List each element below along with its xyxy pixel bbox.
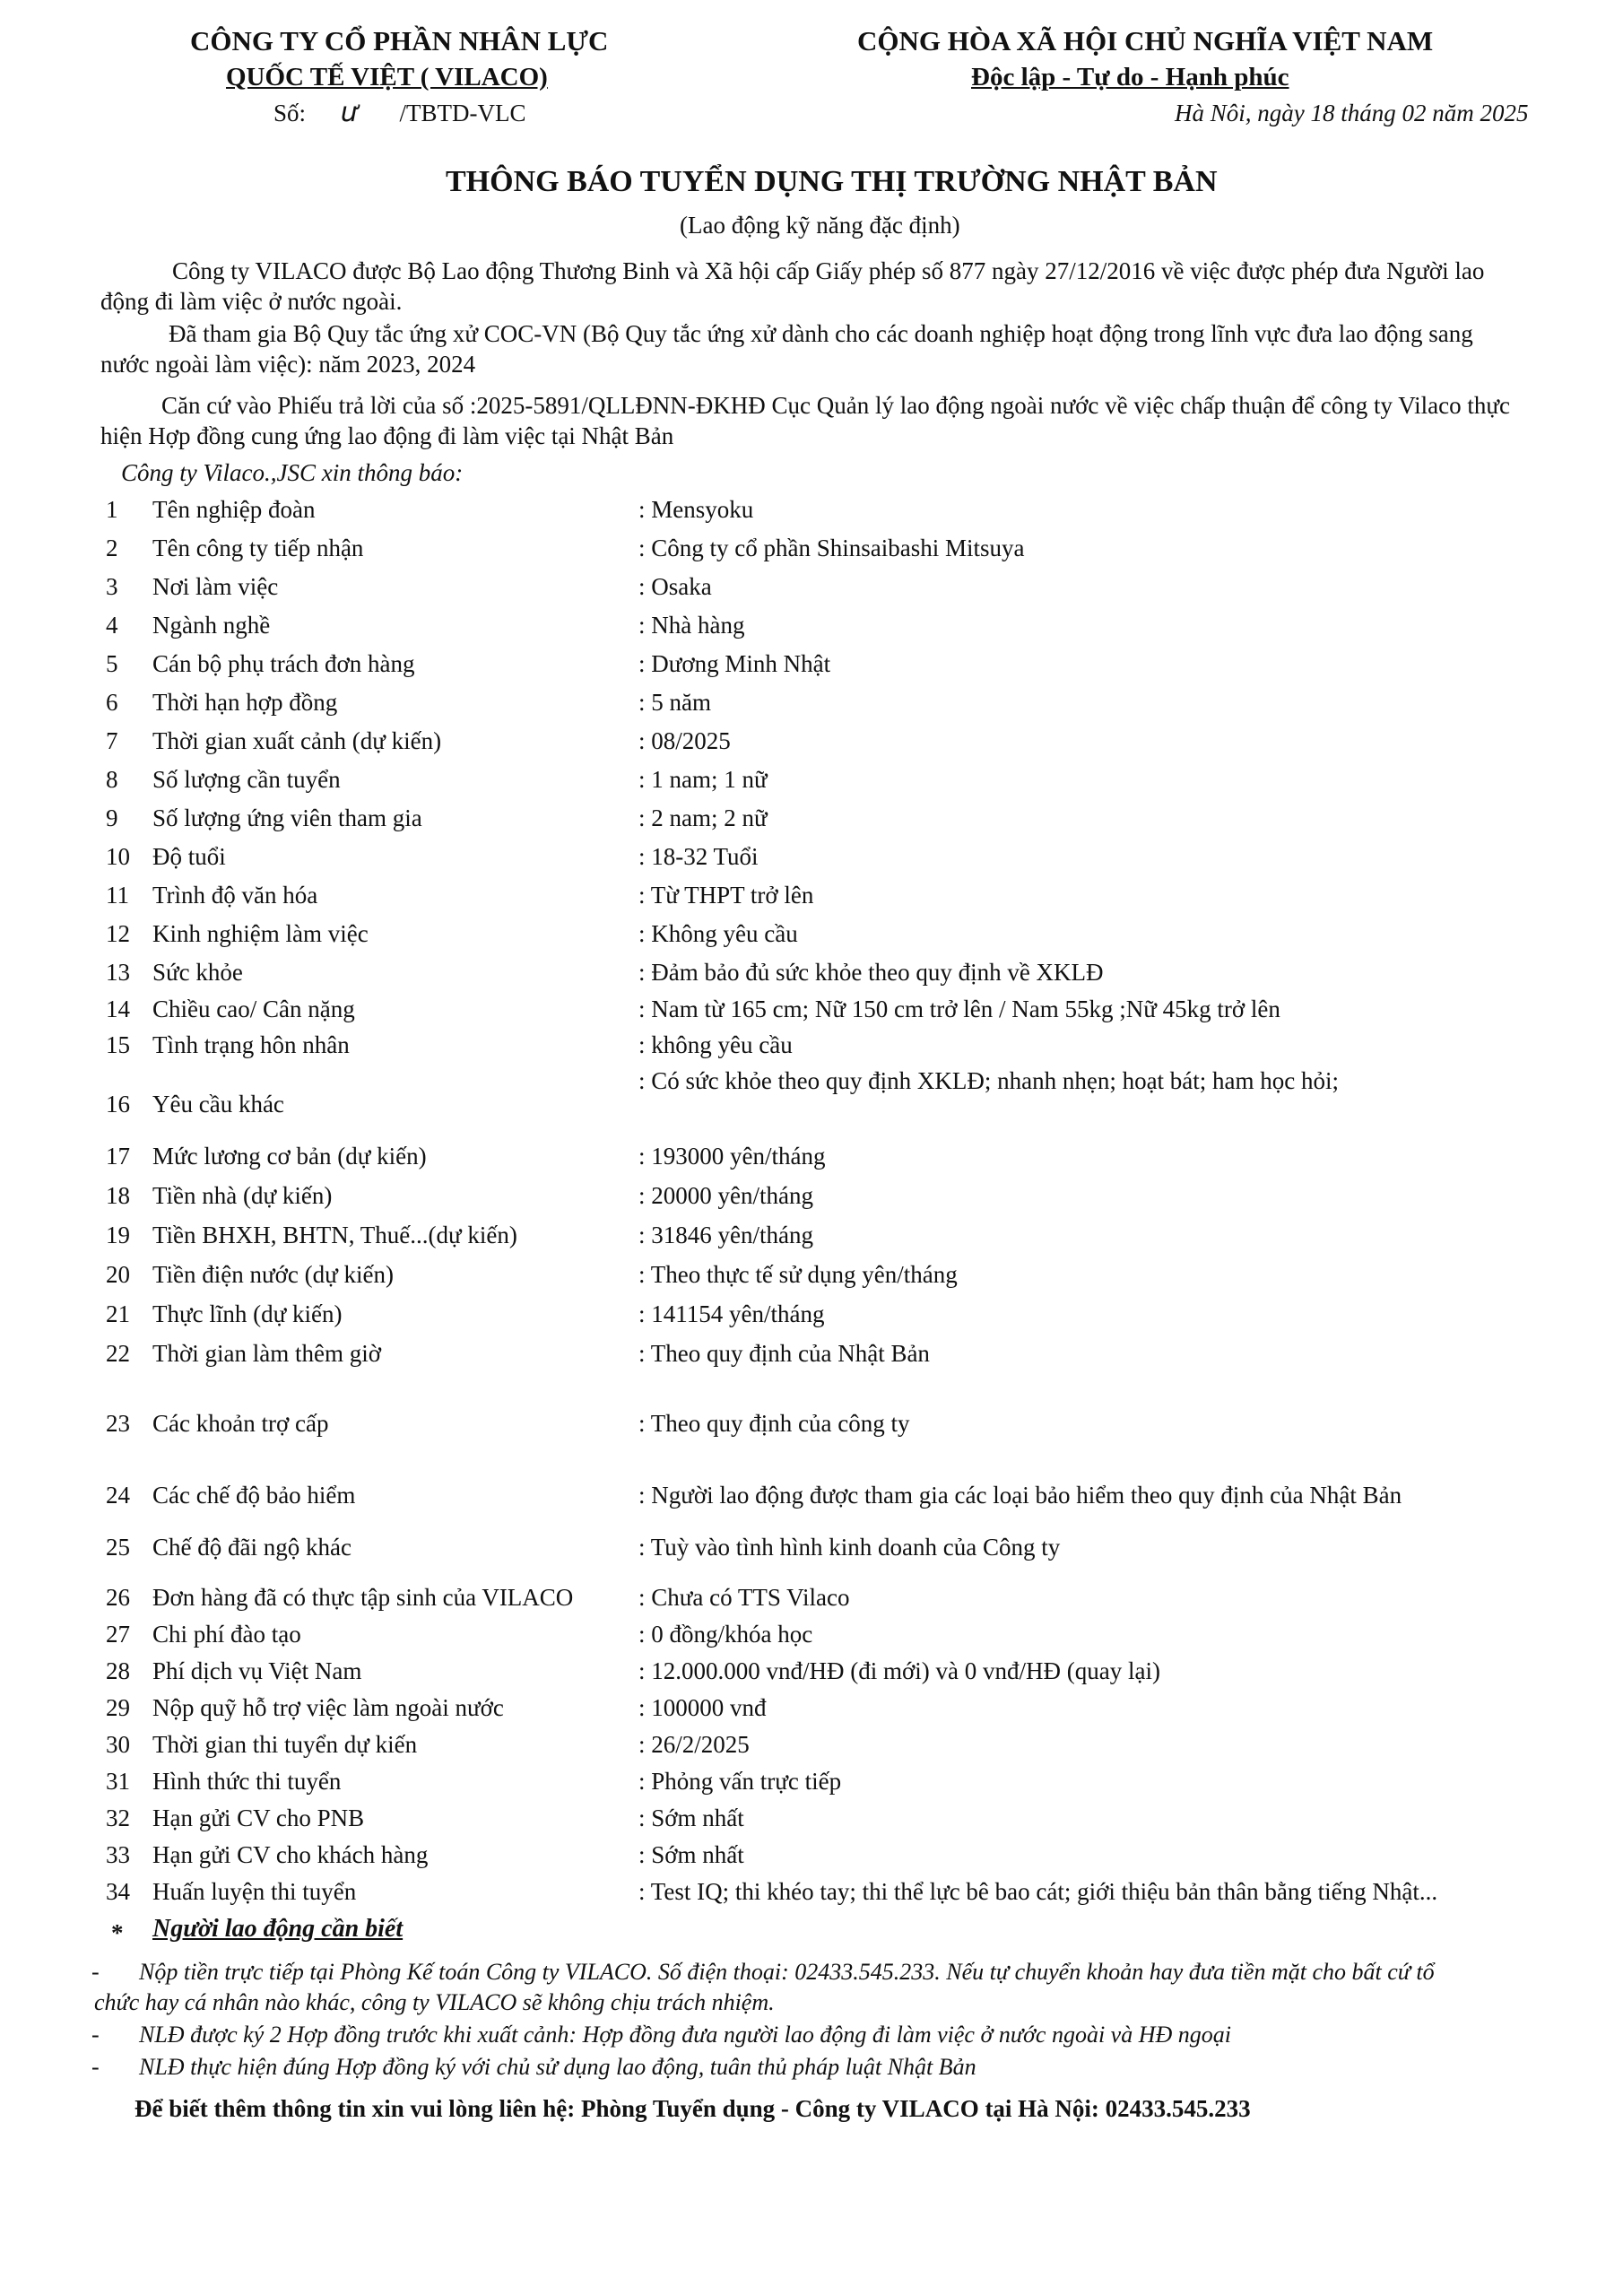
row-value: : Sớm nhất bbox=[638, 1841, 744, 1868]
row-number: 4 bbox=[106, 612, 118, 639]
row-value: : 193000 yên/tháng bbox=[638, 1143, 826, 1170]
row-label: Chi phí đào tạo bbox=[152, 1621, 301, 1648]
row-value: : 2 nam; 2 nữ bbox=[638, 804, 768, 831]
document-number bbox=[273, 97, 526, 129]
row-label: Thời gian làm thêm giờ bbox=[152, 1340, 382, 1367]
row-number: 8 bbox=[106, 766, 118, 793]
row-label: Huấn luyện thi tuyển bbox=[152, 1878, 357, 1905]
list-item bbox=[0, 1182, 1623, 1218]
list-item bbox=[0, 689, 1623, 725]
row-label: Cán bộ phụ trách đơn hàng bbox=[152, 650, 415, 677]
row-label: Chiều cao/ Cân nặng bbox=[152, 996, 355, 1022]
row-number: 14 bbox=[106, 996, 130, 1022]
row-label: Sức khỏe bbox=[152, 959, 243, 986]
row-label: Phí dịch vụ Việt Nam bbox=[152, 1657, 362, 1684]
row-label: Tên công ty tiếp nhận bbox=[152, 535, 364, 561]
row-label: Các khoản trợ cấp bbox=[152, 1410, 329, 1437]
notice-bullet-2: - bbox=[91, 2022, 100, 2048]
list-item bbox=[0, 1300, 1623, 1336]
row-label: Ngành nghề bbox=[152, 612, 271, 639]
row-value: : không yêu cầu bbox=[638, 1031, 793, 1058]
notice-bullet-3: - bbox=[91, 2054, 100, 2080]
row-value: : 31846 yên/tháng bbox=[638, 1222, 813, 1248]
list-item bbox=[0, 612, 1623, 648]
row-number: 25 bbox=[106, 1534, 130, 1561]
notice-bullet-1: - bbox=[91, 1959, 100, 1985]
row-value: : 26/2/2025 bbox=[638, 1731, 750, 1758]
document-date: Hà Nôi, ngày 18 tháng 02 năm 2025 bbox=[1175, 100, 1529, 126]
list-item bbox=[0, 1694, 1623, 1730]
list-item bbox=[0, 496, 1623, 532]
row-label: Mức lương cơ bản (dự kiến) bbox=[152, 1143, 427, 1170]
row-label: Đơn hàng đã có thực tập sinh của VILACO bbox=[152, 1584, 574, 1611]
list-item bbox=[0, 766, 1623, 802]
row-value: : 100000 vnđ bbox=[638, 1694, 767, 1721]
row-number: 28 bbox=[106, 1657, 130, 1684]
row-number: 16 bbox=[106, 1091, 130, 1118]
row-number: 33 bbox=[106, 1841, 130, 1868]
row-value: : Nam từ 165 cm; Nữ 150 cm trở lên / Nam 55kg ;Nữ 45kg trở lên bbox=[638, 996, 1280, 1022]
row-number: 19 bbox=[106, 1222, 130, 1248]
row-number: 21 bbox=[106, 1300, 130, 1327]
list-item bbox=[0, 1261, 1623, 1297]
row-label: Hạn gửi CV cho PNB bbox=[152, 1805, 365, 1831]
row-number: 1 bbox=[106, 496, 118, 523]
row-number: 18 bbox=[106, 1182, 130, 1209]
list-item bbox=[0, 804, 1623, 840]
row-label: Tiền điện nước (dự kiến) bbox=[152, 1261, 395, 1288]
row-value: : 08/2025 bbox=[638, 727, 731, 754]
row-number: 20 bbox=[106, 1261, 130, 1288]
list-item bbox=[0, 727, 1623, 763]
list-item bbox=[0, 1143, 1623, 1178]
intro-paragraph-2-line-2: nước ngoài làm việc): năm 2023, 2024 bbox=[100, 351, 476, 378]
row-value: : Theo quy định của Nhật Bản bbox=[638, 1340, 930, 1367]
list-item bbox=[0, 882, 1623, 918]
row-label: Thời hạn hợp đồng bbox=[152, 689, 338, 716]
row-number: 17 bbox=[106, 1143, 130, 1170]
intro-paragraph-3-line-1: Căn cứ vào Phiếu trả lời của số :2025-5891/QLLĐNN-ĐKHĐ Cục Quản lý lao động ngoài nước về việc chấp thuận để công ty Vilaco thực bbox=[161, 392, 1510, 419]
document-subtitle: (Lao động kỹ năng đặc định) bbox=[680, 212, 960, 239]
row-value: : 1 nam; 1 nữ bbox=[638, 766, 768, 793]
row-number: 26 bbox=[106, 1584, 130, 1611]
row-value: : Mensyoku bbox=[638, 496, 754, 523]
row-label: Các chế độ bảo hiểm bbox=[152, 1482, 356, 1509]
list-item bbox=[0, 1878, 1623, 1914]
row-number: 29 bbox=[106, 1694, 130, 1721]
row-label: Hình thức thi tuyển bbox=[152, 1768, 342, 1795]
row-number: 27 bbox=[106, 1621, 130, 1648]
row-value: : Từ THPT trở lên bbox=[638, 882, 814, 909]
list-item bbox=[0, 843, 1623, 879]
row-number: 30 bbox=[106, 1731, 130, 1758]
row-value: : Dương Minh Nhật bbox=[638, 650, 831, 677]
row-number: 9 bbox=[106, 804, 118, 831]
row-value: : Người lao động được tham gia các loại bảo hiểm theo quy định của Nhật Bản bbox=[638, 1482, 1402, 1509]
row-number: 6 bbox=[106, 689, 118, 716]
row-value: : Có sức khỏe theo quy định XKLĐ; nhanh nhẹn; hoạt bát; ham học hỏi; bbox=[638, 1067, 1340, 1094]
document-number-suffix: /TBTD-VLC bbox=[399, 100, 526, 126]
row-number: 31 bbox=[106, 1768, 130, 1795]
list-item bbox=[0, 573, 1623, 609]
list-item bbox=[0, 1067, 1623, 1130]
list-item bbox=[0, 1731, 1623, 1767]
row-value: : 141154 yên/tháng bbox=[638, 1300, 825, 1327]
row-label: Tiền BHXH, BHTN, Thuế...(dự kiến) bbox=[152, 1222, 517, 1248]
notice-item-2: NLĐ được ký 2 Hợp đồng trước khi xuất cảnh: Hợp đồng đưa người lao động đi làm việc ở nước ngoài và HĐ ngoại bbox=[139, 2022, 1231, 2048]
list-item bbox=[0, 1534, 1623, 1570]
list-item bbox=[0, 650, 1623, 686]
row-label: Độ tuổi bbox=[152, 843, 226, 870]
row-number: 34 bbox=[106, 1878, 130, 1905]
announcement-line: Công ty Vilaco.,JSC xin thông báo: bbox=[121, 459, 464, 486]
row-label: Tên nghiệp đoàn bbox=[152, 496, 316, 523]
intro-paragraph-2-line-1: Đã tham gia Bộ Quy tắc ứng xử COC-VN (Bộ Quy tắc ứng xử dành cho các doanh nghiệp hoạt động trong lĩnh vực đưa lao động sang bbox=[169, 320, 1473, 347]
notice-item-1-line-2: chức hay cá nhân nào khác, công ty VILACO sẽ không chịu trách nhiệm. bbox=[94, 1989, 775, 2015]
row-number: 15 bbox=[106, 1031, 130, 1058]
row-label: Kinh nghiệm làm việc bbox=[152, 920, 369, 947]
row-value: : Tuỳ vào tình hình kinh doanh của Công ty bbox=[638, 1534, 1061, 1561]
notice-star: * bbox=[111, 1919, 124, 1946]
row-value: : 20000 yên/tháng bbox=[638, 1182, 813, 1209]
list-item bbox=[0, 1768, 1623, 1804]
list-item bbox=[0, 1031, 1623, 1067]
row-label: Số lượng cần tuyển bbox=[152, 766, 341, 793]
row-label: Nơi làm việc bbox=[152, 573, 279, 600]
row-value: : 0 đồng/khóa học bbox=[638, 1621, 813, 1648]
list-item bbox=[0, 996, 1623, 1031]
row-label: Thực lĩnh (dự kiến) bbox=[152, 1300, 343, 1327]
row-label: Hạn gửi CV cho khách hàng bbox=[152, 1841, 429, 1868]
list-item bbox=[0, 1841, 1623, 1877]
row-number: 13 bbox=[106, 959, 130, 986]
row-number: 5 bbox=[106, 650, 118, 677]
row-value: : Đảm bảo đủ sức khỏe theo quy định về XKLĐ bbox=[638, 959, 1104, 986]
row-label: Trình độ văn hóa bbox=[152, 882, 318, 909]
document-title: THÔNG BÁO TUYỂN DỤNG THỊ TRƯỜNG NHẬT BẢN bbox=[446, 165, 1218, 198]
list-item bbox=[0, 959, 1623, 995]
list-item bbox=[0, 1805, 1623, 1840]
row-label: Tình trạng hôn nhân bbox=[152, 1031, 350, 1058]
row-value: : Sớm nhất bbox=[638, 1805, 744, 1831]
row-value: : 5 năm bbox=[638, 689, 711, 716]
row-number: 7 bbox=[106, 727, 118, 754]
contact-line: Để biết thêm thông tin xin vui lòng liên hệ: Phòng Tuyển dụng - Công ty VILACO tại Hà Nội: 02433.545.233 bbox=[135, 2095, 1251, 2122]
row-value: : 12.000.000 vnđ/HĐ (đi mới) và 0 vnđ/HĐ (quay lại) bbox=[638, 1657, 1160, 1684]
row-value: : Osaka bbox=[638, 573, 712, 600]
list-item bbox=[0, 1410, 1623, 1446]
intro-paragraph-3-line-2: hiện Hợp đồng cung ứng lao động đi làm việc tại Nhật Bản bbox=[100, 422, 674, 449]
row-value: : 18-32 Tuổi bbox=[638, 843, 759, 870]
row-value: : Theo quy định của công ty bbox=[638, 1410, 910, 1437]
row-value: : Công ty cổ phần Shinsaibashi Mitsuya bbox=[638, 535, 1025, 561]
row-number: 2 bbox=[106, 535, 118, 561]
document-number-label: Số: bbox=[273, 100, 307, 126]
list-item bbox=[0, 920, 1623, 956]
list-item bbox=[0, 1222, 1623, 1257]
document-number-handwritten: ư bbox=[340, 97, 358, 128]
row-value: : Chưa có TTS Vilaco bbox=[638, 1584, 850, 1611]
nation-motto: Độc lập - Tự do - Hạnh phúc bbox=[971, 63, 1289, 91]
company-name-line1: CÔNG TY CỔ PHẦN NHÂN LỰC bbox=[190, 25, 609, 57]
list-item bbox=[0, 1482, 1623, 1518]
row-number: 12 bbox=[106, 920, 130, 947]
row-number: 23 bbox=[106, 1410, 130, 1437]
row-number: 24 bbox=[106, 1482, 130, 1509]
list-item bbox=[0, 1340, 1623, 1376]
row-label: Nộp quỹ hỗ trợ việc làm ngoài nước bbox=[152, 1694, 504, 1721]
row-number: 10 bbox=[106, 843, 130, 870]
row-value: : Test IQ; thi khéo tay; thi thể lực bê bao cát; giới thiệu bản thân bằng tiếng Nhật... bbox=[638, 1878, 1438, 1905]
row-label: Chế độ đãi ngộ khác bbox=[152, 1534, 352, 1561]
row-label: Tiền nhà (dự kiến) bbox=[152, 1182, 333, 1209]
row-number: 3 bbox=[106, 573, 118, 600]
notice-item-3: NLĐ thực hiện đúng Hợp đồng ký với chủ sử dụng lao động, tuân thủ pháp luật Nhật Bản bbox=[139, 2054, 976, 2080]
notice-heading: Người lao động cần biết bbox=[152, 1915, 404, 1943]
list-item bbox=[0, 1621, 1623, 1657]
intro-paragraph-1-line-1: Công ty VILACO được Bộ Lao động Thương Binh và Xã hội cấp Giấy phép số 877 ngày 27/12/2016 về việc được phép đưa Người lao bbox=[172, 257, 1485, 284]
row-number: 22 bbox=[106, 1340, 130, 1367]
notice-item-1-line-1: Nộp tiền trực tiếp tại Phòng Kế toán Công ty VILACO. Số điện thoại: 02433.545.233. Nếu tự chuyển khoản hay đưa tiền mặt cho bất cứ tổ bbox=[139, 1959, 1435, 1985]
company-name-line2: QUỐC TẾ VIỆT ( VILACO) bbox=[226, 63, 548, 91]
nation-title: CỘNG HÒA XÃ HỘI CHỦ NGHĨA VIỆT NAM bbox=[857, 25, 1434, 57]
row-value: : Theo thực tế sử dụng yên/tháng bbox=[638, 1261, 958, 1288]
row-label: Số lượng ứng viên tham gia bbox=[152, 804, 422, 831]
row-label: Thời gian thi tuyển dự kiến bbox=[152, 1731, 418, 1758]
list-item bbox=[0, 535, 1623, 570]
intro-paragraph-1-line-2: động đi làm việc ở nước ngoài. bbox=[100, 288, 403, 315]
row-value: : Không yêu cầu bbox=[638, 920, 798, 947]
list-item bbox=[0, 1657, 1623, 1693]
row-number: 32 bbox=[106, 1805, 130, 1831]
list-item bbox=[0, 1584, 1623, 1620]
row-label: Yêu cầu khác bbox=[152, 1091, 284, 1118]
row-number: 11 bbox=[106, 882, 129, 909]
row-label: Thời gian xuất cảnh (dự kiến) bbox=[152, 727, 442, 754]
row-value: : Nhà hàng bbox=[638, 612, 745, 639]
row-value: : Phỏng vấn trực tiếp bbox=[638, 1768, 842, 1795]
